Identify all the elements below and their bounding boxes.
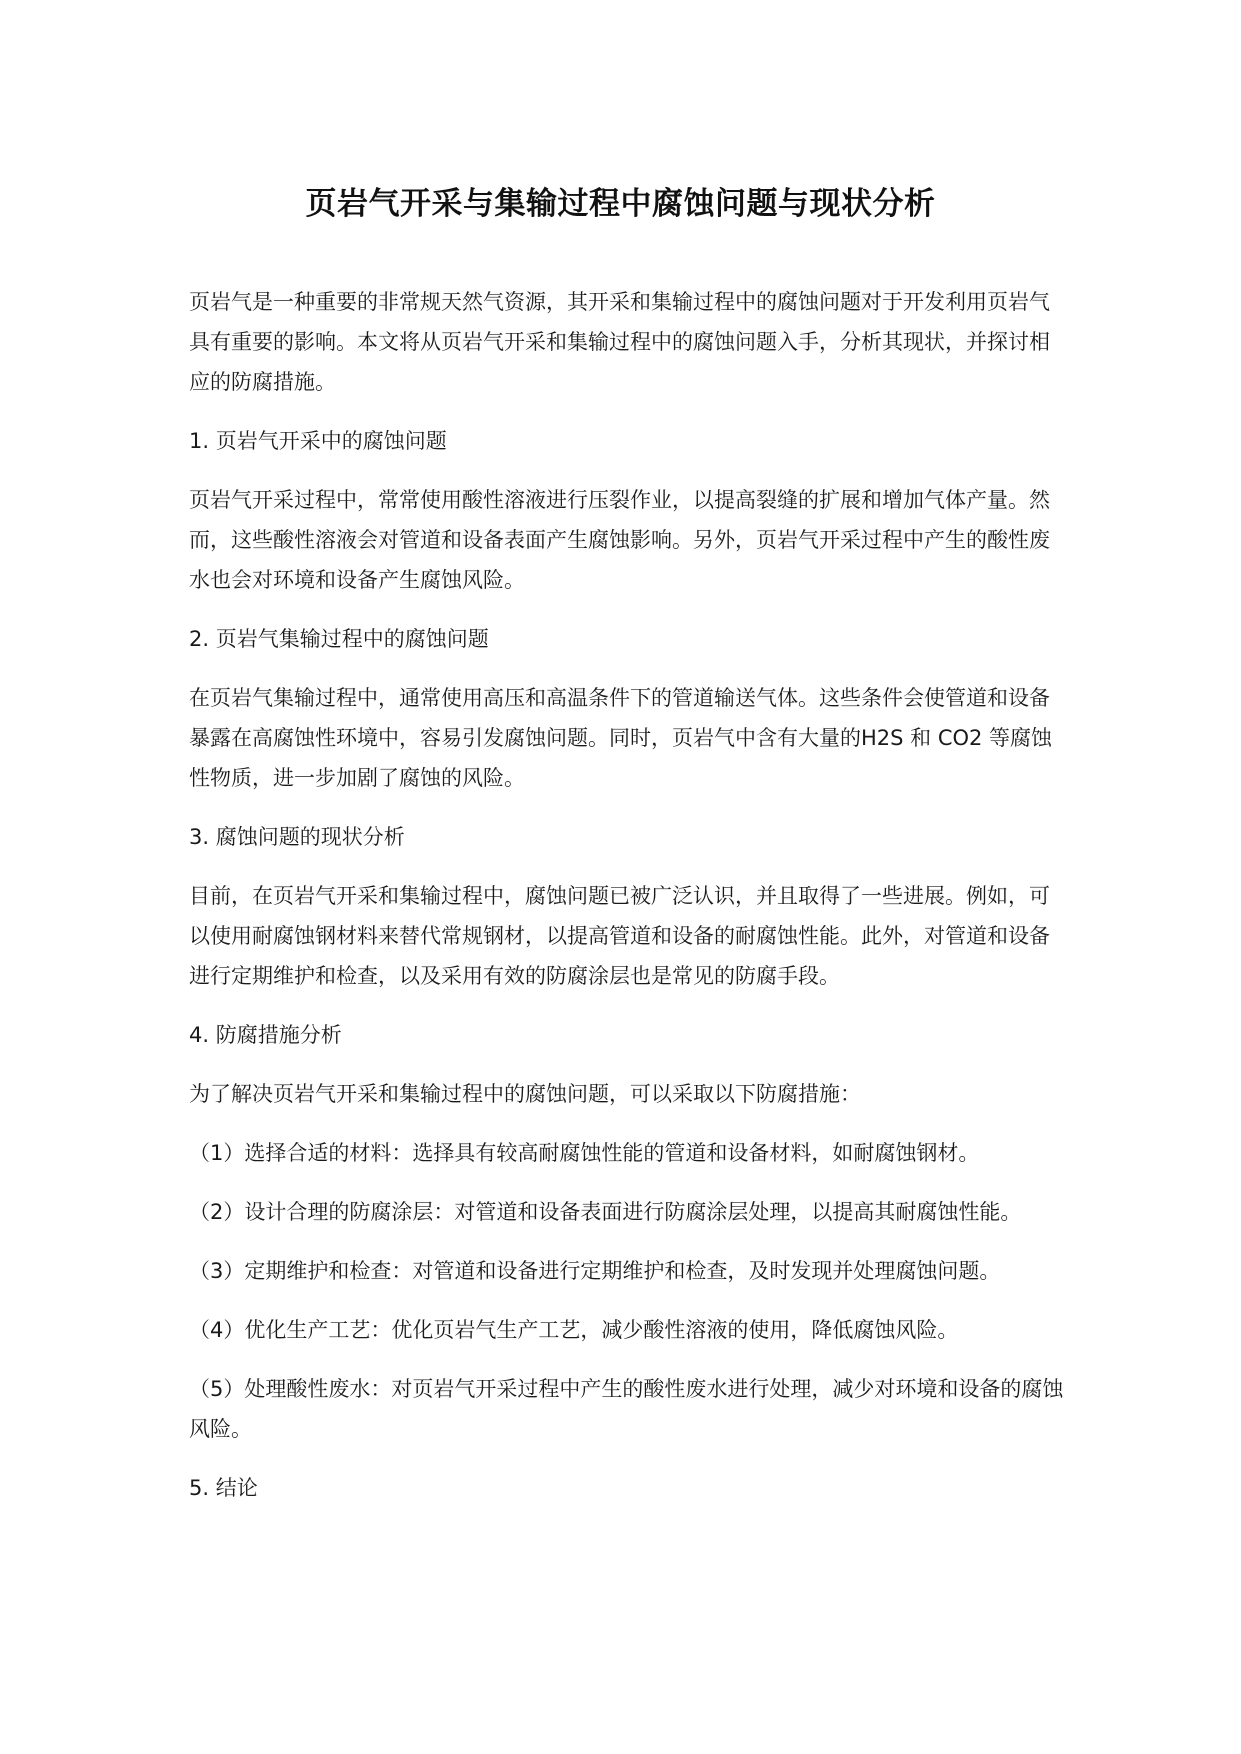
page-title: 页岩气开采与集输过程中腐蚀问题与现状分析 [305,186,936,222]
section-text-3: 目前，在页岩气开采和集输过程中，腐蚀问题已被广泛认识，并且取得了一些进展。例如，可以使用耐腐蚀钢材料来替代常规钢材，以提高管道和设备的耐腐蚀性能。此外，对管道和设备进行定期维护和检查，以及采用有效的防腐涂层也是常见的防腐手段。 [189,884,1050,988]
section-heading-4: 4. 防腐措施分析 [189,1023,342,1047]
section-heading-3: 3. 腐蚀问题的现状分析 [189,825,405,849]
section-text-1: 页岩气开采过程中，常常使用酸性溶液进行压裂作业，以提高裂缝的扩展和增加气体产量。然而，这些酸性溶液会对管道和设备表面产生腐蚀影响。另外，页岩气开采过程中产生的酸性废水也会对环境和设备产生腐蚀风险。 [189,488,1050,592]
section-text-2: 在页岩气集输过程中，通常使用高压和高温条件下的管道输送气体。这些条件会使管道和设备暴露在高腐蚀性环境中，容易引发腐蚀问题。同时，页岩气中含有大量的H2S 和 CO2 等腐蚀性物质，进一步加剧了腐蚀的风险。 [189,686,1053,790]
measure-item-1: （1）选择合适的材料：选择具有较高耐腐蚀性能的管道和设备材料，如耐腐蚀钢材。 [189,1141,980,1165]
section-heading-1: 1. 页岩气开采中的腐蚀问题 [189,429,447,453]
section-text-4: 为了解决页岩气开采和集输过程中的腐蚀问题，可以采取以下防腐措施： [189,1082,861,1106]
intro-paragraph: 页岩气是一种重要的非常规天然气资源，其开采和集输过程中的腐蚀问题对于开发利用页岩气具有重要的影响。本文将从页岩气开采和集输过程中的腐蚀问题入手，分析其现状，并探讨相应的防腐措施。 [189,290,1050,394]
measure-item-3: （3）定期维护和检查：对管道和设备进行定期维护和检查，及时发现并处理腐蚀问题。 [189,1259,1001,1283]
measure-item-2: （2）设计合理的防腐涂层：对管道和设备表面进行防腐涂层处理，以提高其耐腐蚀性能。 [189,1200,1022,1224]
document-body [189,282,1064,1527]
measure-item-5: （5）处理酸性废水：对页岩气开采过程中产生的酸性废水进行处理，减少对环境和设备的腐蚀风险。 [189,1377,1064,1441]
measure-item-4: （4）优化生产工艺：优化页岩气生产工艺，减少酸性溶液的使用，降低腐蚀风险。 [189,1318,959,1342]
section-heading-2: 2. 页岩气集输过程中的腐蚀问题 [189,627,489,651]
conclusion-heading: 5. 结论 [189,1476,258,1500]
